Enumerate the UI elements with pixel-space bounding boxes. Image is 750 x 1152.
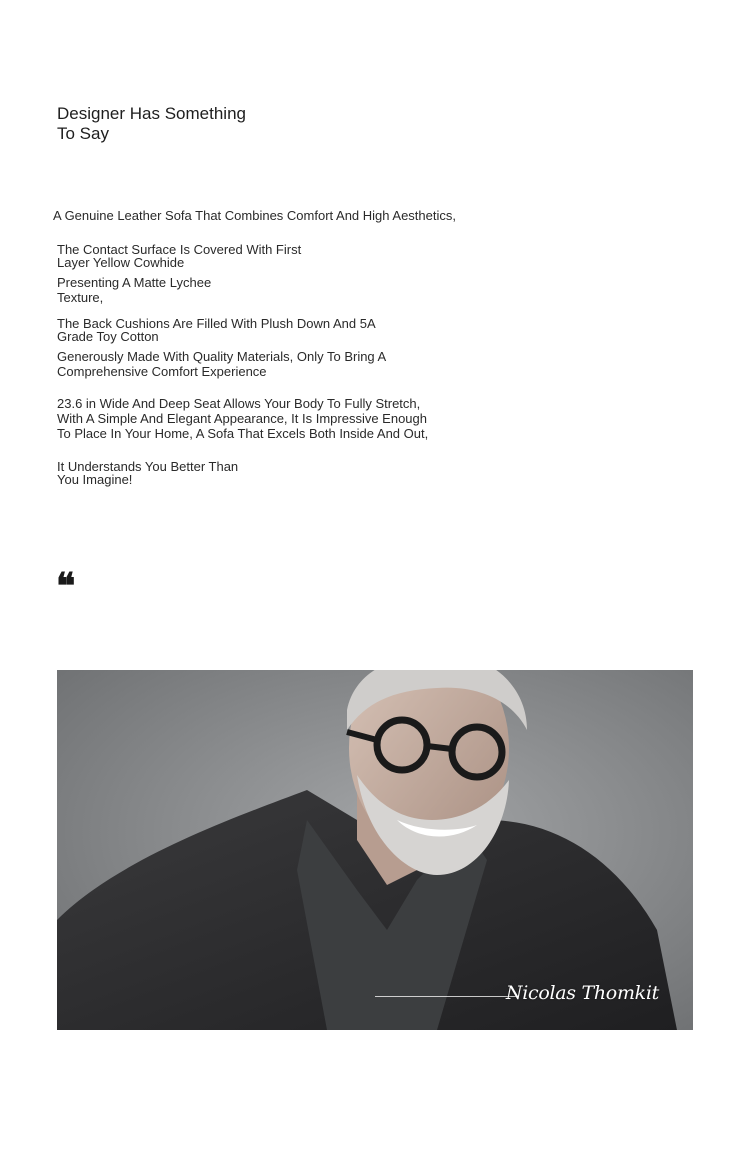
designer-signature: Nicolas Thomkit (505, 982, 659, 1004)
description-line: The Contact Surface Is Covered With First Layer Yellow Cowhide (57, 242, 302, 270)
description-line: Presenting A Matte Lychee Texture, (57, 275, 212, 305)
section-title: Designer Has Something To Say (57, 104, 246, 143)
portrait-illustration (57, 670, 693, 1030)
description-line: Generously Made With Quality Materials, Only To Bring A Comprehensive Comfort Experience (57, 349, 387, 379)
description-line: It Understands You Better Than You Imagine! (57, 459, 239, 487)
glasses-bridge (427, 746, 452, 749)
signature-divider (375, 996, 517, 997)
description-block (53, 208, 537, 487)
description-line: 23.6 in Wide And Deep Seat Allows Your Body To Fully Stretch, With A Simple And Elegant Appearance, It Is Impressive Enough To Place In Your Home, A Sofa That Excels Both Inside And Out, (57, 396, 429, 441)
quote-icon: ❝ (56, 565, 76, 607)
designer-portrait (57, 670, 693, 1030)
description-line: The Back Cushions Are Filled With Plush Down And 5A Grade Toy Cotton (57, 316, 376, 344)
description-line: A Genuine Leather Sofa That Combines Comfort And High Aesthetics, (53, 208, 456, 223)
